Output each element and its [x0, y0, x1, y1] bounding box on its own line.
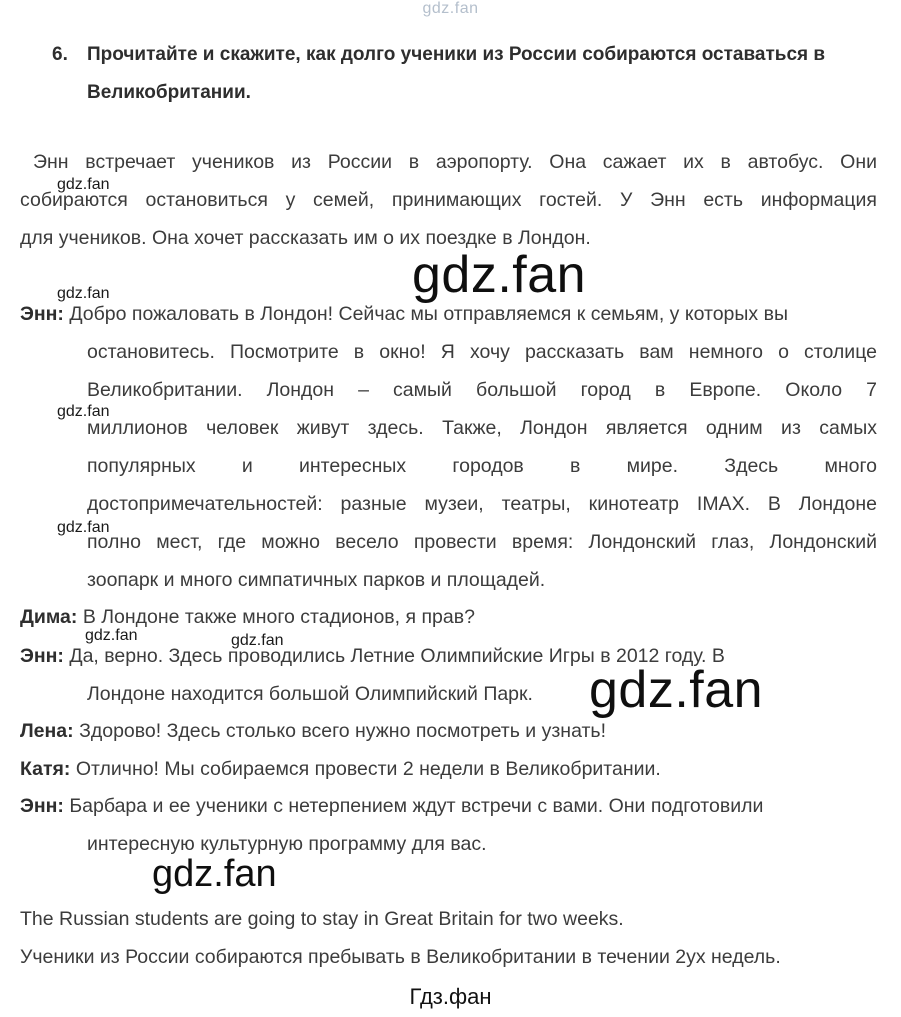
speaker-ann: Энн: — [20, 795, 64, 817]
intro-line-1: Энн встречает учеников из России в аэропорту. Она сажает их в автобус. Они — [33, 151, 877, 173]
watermark: gdz.fan — [57, 176, 110, 193]
watermark: gdz.fan — [85, 627, 138, 644]
watermark-large: gdz.fan — [589, 661, 764, 719]
answer-russian: Ученики из России собираются пребывать в Великобритании в течении 2ух недель. — [20, 946, 781, 968]
watermark-large: gdz.fan — [412, 246, 587, 304]
dialogue-cont: остановитесь. Посмотрите в окно! Я хочу рассказать вам немного о столице — [87, 341, 877, 363]
dialogue-cont: миллионов человек живут здесь. Также, Лондон является одним из самых — [87, 417, 877, 439]
task-text: Прочитайте и скажите, как долго ученики из России собираются оставаться в Великобритании. — [87, 44, 826, 103]
dialogue-text: Барбара и ее ученики с нетерпением ждут встречи с вами. Они подготовили — [69, 795, 764, 817]
dialogue-text: В Лондоне также много стадионов, я прав? — [82, 606, 475, 628]
dialogue-cont: популярных и интересных городов в мире. Здесь много — [87, 455, 877, 477]
dialogue-line-lena — [20, 718, 606, 744]
dialogue-cont: достопримечательностей: разные музеи, театры, кинотеатр IMAX. В Лондоне — [87, 493, 877, 515]
task-number: 6. — [52, 44, 68, 65]
dialogue-cont: интересную культурную программу для вас. — [87, 833, 487, 855]
dialogue-cont: полно мест, где можно весело провести время: Лондонский глаз, Лондонский — [87, 531, 877, 553]
top-watermark: gdz.fan — [422, 0, 479, 17]
answer-english: The Russian students are going to stay in Great Britain for two weeks. — [20, 908, 624, 930]
watermark: gdz.fan — [231, 632, 284, 649]
speaker-lena: Лена: — [20, 720, 74, 742]
speaker-ann: Энн: — [20, 303, 64, 325]
intro-line-3: для учеников. Она хочет рассказать им о их поездке в Лондон. — [20, 227, 591, 249]
dialogue-text: Добро пожаловать в Лондон! Сейчас мы отправляемся к семьям, у которых вы — [69, 303, 788, 325]
dialogue-line-katya — [20, 756, 661, 782]
dialogue-text: Отлично! Мы собираемся провести 2 недели в Великобритании. — [75, 758, 661, 780]
intro-line-2: собираются остановиться у семей, принимающих гостей. У Энн есть информация — [20, 189, 877, 211]
watermark-large: gdz.fan — [152, 853, 277, 895]
speaker-ann: Энн: — [20, 645, 64, 667]
speaker-dima: Дима: — [20, 606, 78, 628]
watermark: gdz.fan — [57, 519, 110, 536]
watermark: gdz.fan — [57, 403, 110, 420]
bottom-brand: Гдз.фан — [409, 984, 492, 1009]
dialogue-text: Да, верно. Здесь проводились Летние Олимпийские Игры в 2012 году. В — [69, 645, 725, 667]
watermark: gdz.fan — [57, 285, 110, 302]
dialogue-cont: Великобритании. Лондон – самый большой город в Европе. Около 7 — [87, 379, 877, 401]
dialogue-cont: зоопарк и много симпатичных парков и площадей. — [87, 569, 546, 591]
speaker-katya: Катя: — [20, 758, 71, 780]
dialogue-cont: Лондоне находится большой Олимпийский Парк. — [87, 683, 533, 705]
dialogue-text: Здорово! Здесь столько всего нужно посмотреть и узнать! — [79, 720, 606, 742]
dialogue-line-ann3 — [20, 793, 877, 819]
